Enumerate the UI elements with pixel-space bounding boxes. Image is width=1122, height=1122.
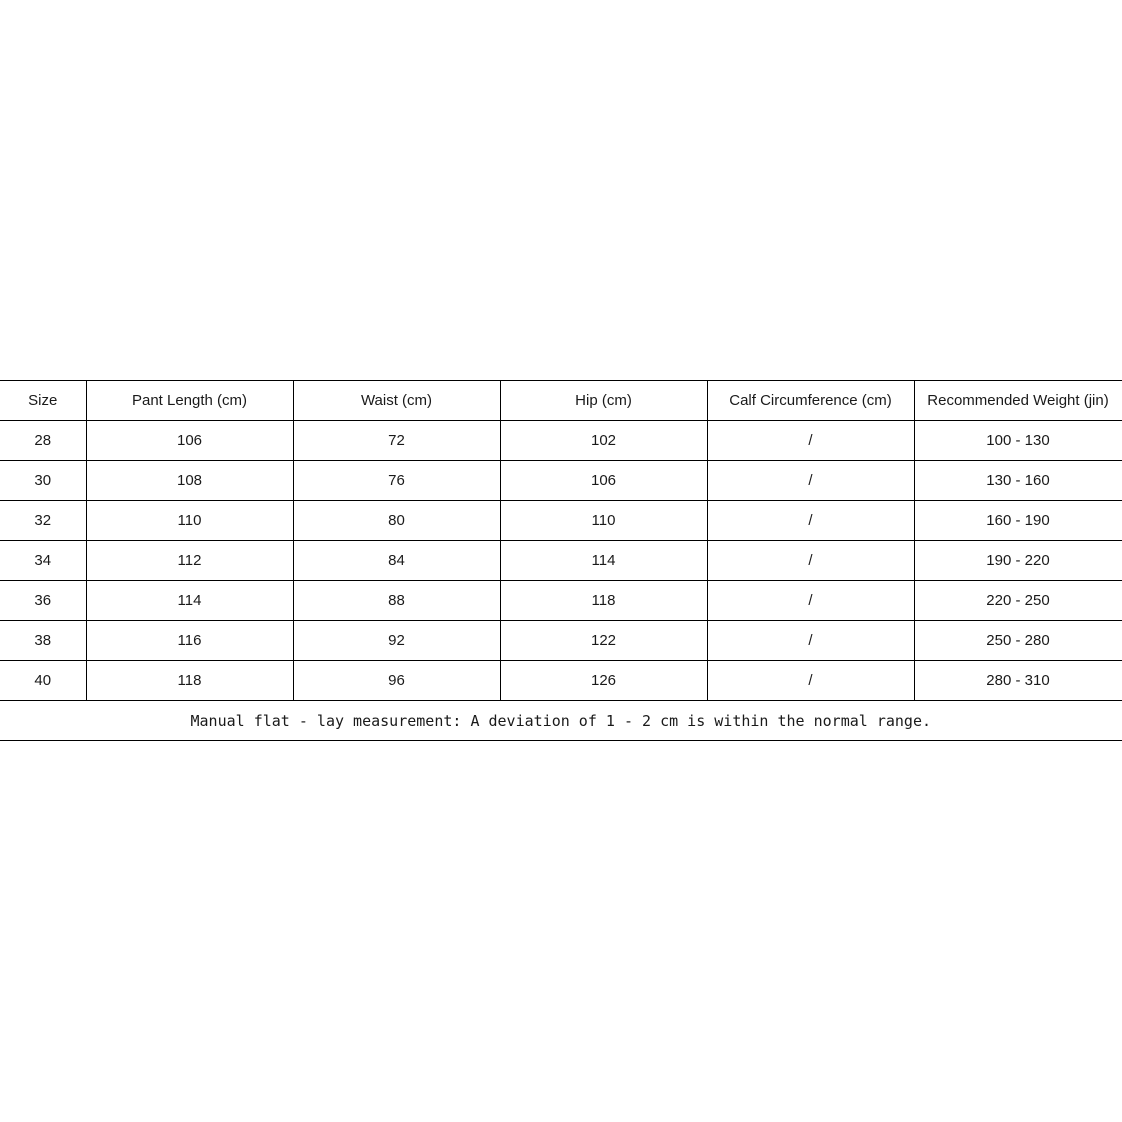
cell-calf: / xyxy=(707,461,914,501)
cell-hip: 106 xyxy=(500,461,707,501)
table-row xyxy=(0,621,1122,661)
cell-calf: / xyxy=(707,421,914,461)
cell-size: 36 xyxy=(0,581,86,621)
cell-weight: 250 - 280 xyxy=(914,621,1122,661)
cell-hip: 122 xyxy=(500,621,707,661)
table-row xyxy=(0,581,1122,621)
cell-pant-length: 108 xyxy=(86,461,293,501)
cell-waist: 72 xyxy=(293,421,500,461)
cell-hip: 118 xyxy=(500,581,707,621)
header-hip: Hip (cm) xyxy=(500,381,707,421)
cell-waist: 80 xyxy=(293,501,500,541)
header-row xyxy=(0,381,1122,421)
cell-calf: / xyxy=(707,661,914,701)
cell-pant-length: 114 xyxy=(86,581,293,621)
cell-size: 30 xyxy=(0,461,86,501)
table-row xyxy=(0,501,1122,541)
note-row xyxy=(0,701,1122,741)
cell-pant-length: 110 xyxy=(86,501,293,541)
cell-pant-length: 106 xyxy=(86,421,293,461)
cell-size: 38 xyxy=(0,621,86,661)
cell-size: 40 xyxy=(0,661,86,701)
cell-pant-length: 116 xyxy=(86,621,293,661)
cell-weight: 280 - 310 xyxy=(914,661,1122,701)
cell-calf: / xyxy=(707,581,914,621)
cell-waist: 88 xyxy=(293,581,500,621)
header-calf-circumference: Calf Circumference (cm) xyxy=(707,381,914,421)
cell-calf: / xyxy=(707,621,914,661)
cell-pant-length: 112 xyxy=(86,541,293,581)
cell-size: 32 xyxy=(0,501,86,541)
table-row xyxy=(0,661,1122,701)
cell-size: 28 xyxy=(0,421,86,461)
cell-pant-length: 118 xyxy=(86,661,293,701)
size-chart-table xyxy=(0,380,1122,741)
table-row xyxy=(0,461,1122,501)
cell-hip: 126 xyxy=(500,661,707,701)
cell-calf: / xyxy=(707,501,914,541)
header-waist: Waist (cm) xyxy=(293,381,500,421)
cell-weight: 160 - 190 xyxy=(914,501,1122,541)
cell-weight: 190 - 220 xyxy=(914,541,1122,581)
cell-weight: 130 - 160 xyxy=(914,461,1122,501)
cell-hip: 102 xyxy=(500,421,707,461)
cell-weight: 100 - 130 xyxy=(914,421,1122,461)
cell-calf: / xyxy=(707,541,914,581)
cell-waist: 84 xyxy=(293,541,500,581)
cell-hip: 110 xyxy=(500,501,707,541)
cell-waist: 76 xyxy=(293,461,500,501)
cell-waist: 92 xyxy=(293,621,500,661)
header-recommended-weight: Recommended Weight (jin) xyxy=(914,381,1122,421)
table-row xyxy=(0,541,1122,581)
cell-hip: 114 xyxy=(500,541,707,581)
header-size: Size xyxy=(0,381,86,421)
table-row xyxy=(0,421,1122,461)
measurement-note: Manual flat - lay measurement: A deviation of 1 - 2 cm is within the normal range. xyxy=(0,701,1122,741)
cell-waist: 96 xyxy=(293,661,500,701)
cell-size: 34 xyxy=(0,541,86,581)
header-pant-length: Pant Length (cm) xyxy=(86,381,293,421)
cell-weight: 220 - 250 xyxy=(914,581,1122,621)
